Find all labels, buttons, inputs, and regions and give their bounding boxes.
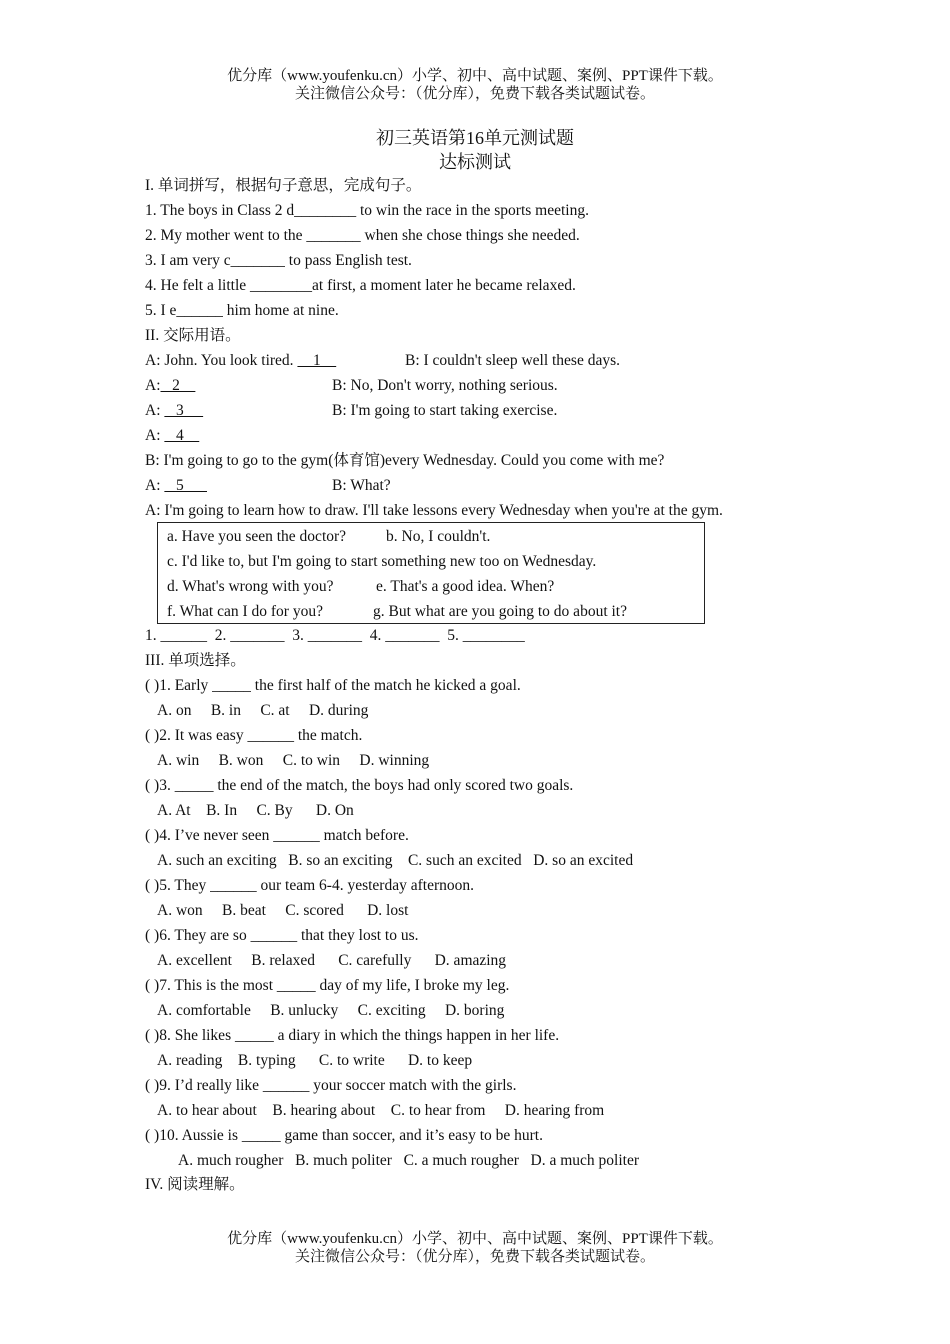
dialog-b-text: B: I couldn't sleep well these days. bbox=[405, 352, 621, 369]
dialog-b-text: B: No, Don't worry, nothing serious. bbox=[332, 377, 558, 394]
section1-item: 1. The boys in Class 2 d________ to win the race in the sports meeting. bbox=[145, 202, 589, 219]
footer-line-1: 优分库（www.youfenku.cn）小学、初中、高中试题、案例、PPT课件下载。 bbox=[227, 1231, 723, 1247]
section1-item: 4. He felt a little ________at first, a moment later he became relaxed. bbox=[145, 277, 576, 294]
dialog-blank-5: 5 bbox=[164, 477, 207, 494]
question: ( )6. They are so ______ that they lost to us. bbox=[145, 927, 419, 944]
option-c: c. I'd like to, but I'm going to start something new too on Wednesday. bbox=[167, 553, 597, 570]
option-e: e. That's a good idea. When? bbox=[376, 578, 555, 595]
question-options-text: A. on B. in C. at D. during bbox=[157, 702, 369, 719]
question-options bbox=[157, 751, 429, 771]
dialog-b-text: B: I'm going to start taking exercise. bbox=[332, 402, 558, 419]
dialog-b-text: B: What? bbox=[332, 477, 391, 494]
page-subtitle: 达标测试 bbox=[439, 152, 511, 172]
section4-heading: IV. 阅读理解。 bbox=[145, 1176, 245, 1193]
page-title: 初三英语第16单元测试题 bbox=[376, 128, 574, 148]
dialog-line-2 bbox=[145, 376, 195, 396]
option-a: a. Have you seen the doctor? bbox=[167, 528, 347, 545]
question-options bbox=[157, 701, 368, 721]
question-options-text: A. much rougher B. much politer C. a much rougher D. a much politer bbox=[178, 1152, 640, 1169]
header-line-2: 关注微信公众号：（优分库），免费下载各类试题试卷。 bbox=[294, 86, 655, 102]
dialog-blank-3: 3 bbox=[164, 402, 204, 419]
question-options-text: A. to hear about B. hearing about C. to hear from D. hearing from bbox=[157, 1102, 605, 1119]
question-options-text: A. win B. won C. to win D. winning bbox=[157, 752, 430, 769]
question-options bbox=[157, 951, 506, 971]
dialog-line-gym: B: I'm going to go to the gym(体育馆)every Wednesday. Could you come with me? bbox=[145, 452, 665, 469]
question-options bbox=[178, 1151, 639, 1171]
option-g: g. But what are you going to do about it? bbox=[373, 603, 627, 620]
dialog-line-5 bbox=[145, 476, 207, 496]
answer-line bbox=[145, 626, 525, 646]
dialog-a-text: A: bbox=[145, 427, 165, 444]
question: ( )10. Aussie is _____ game than soccer, and it’s easy to be hurt. bbox=[145, 1127, 543, 1144]
question: ( )3. _____ the end of the match, the boys had only scored two goals. bbox=[145, 777, 574, 794]
section2-heading: II. 交际用语。 bbox=[145, 327, 241, 344]
options-box bbox=[157, 522, 705, 624]
dialog-blank-4: 4 bbox=[164, 427, 200, 444]
section1-item: 2. My mother went to the _______ when she chose things she needed. bbox=[145, 227, 580, 244]
question-options-text: A. comfortable B. unlucky C. exciting D. boring bbox=[157, 1002, 505, 1019]
question-options bbox=[157, 851, 633, 871]
dialog-blank-2: 2 bbox=[160, 377, 196, 394]
question-options bbox=[157, 1101, 604, 1121]
answer-line-text: 1. ______ 2. _______ 3. _______ 4. _______ 5. ________ bbox=[145, 627, 525, 644]
question: ( )1. Early _____ the first half of the match he kicked a goal. bbox=[145, 677, 521, 694]
question: ( )4. I’ve never seen ______ match before. bbox=[145, 827, 409, 844]
question-options-text: A. reading B. typing C. to write D. to keep bbox=[157, 1052, 473, 1069]
dialog-a-text: A: John. You look tired. bbox=[145, 352, 298, 369]
option-b: b. No, I couldn't. bbox=[386, 528, 491, 545]
question-options bbox=[157, 901, 408, 921]
question-options-text: A. At B. In C. By D. On bbox=[157, 802, 354, 819]
question: ( )5. They ______ our team 6-4. yesterday afternoon. bbox=[145, 877, 474, 894]
footer-line-2: 关注微信公众号：（优分库），免费下载各类试题试卷。 bbox=[294, 1249, 655, 1265]
question-options bbox=[157, 801, 354, 821]
question-options bbox=[157, 1001, 504, 1021]
option-d: d. What's wrong with you? bbox=[167, 578, 334, 595]
question: ( )9. I’d really like ______ your soccer match with the girls. bbox=[145, 1077, 517, 1094]
question: ( )7. This is the most _____ day of my life, I broke my leg. bbox=[145, 977, 510, 994]
dialog-a-text: A: bbox=[145, 377, 161, 394]
section1-item: 3. I am very c_______ to pass English test. bbox=[145, 252, 412, 269]
header-line-1: 优分库（www.youfenku.cn）小学、初中、高中试题、案例、PPT课件下载。 bbox=[227, 68, 723, 84]
question-options-text: A. excellent B. relaxed C. carefully D. amazing bbox=[157, 952, 507, 969]
question: ( )2. It was easy ______ the match. bbox=[145, 727, 363, 744]
dialog-line-3 bbox=[145, 401, 203, 421]
dialog-line-draw: A: I'm going to learn how to draw. I'll take lessons every Wednesday when you're at the gym. bbox=[145, 502, 723, 519]
dialog-line-4 bbox=[145, 426, 199, 446]
section1-heading: I. 单词拼写，根据句子意思，完成句子。 bbox=[145, 177, 422, 194]
section3-heading: III. 单项选择。 bbox=[145, 652, 246, 669]
question-options bbox=[157, 1051, 472, 1071]
option-f: f. What can I do for you? bbox=[167, 603, 323, 620]
question-options-text: A. won B. beat C. scored D. lost bbox=[157, 902, 409, 919]
dialog-a-text: A: bbox=[145, 402, 165, 419]
question: ( )8. She likes _____ a diary in which the things happen in her life. bbox=[145, 1027, 560, 1044]
dialog-a-text: A: bbox=[145, 477, 165, 494]
question-options-text: A. such an exciting B. so an exciting C. such an excited D. so an excited bbox=[157, 852, 634, 869]
dialog-line-1 bbox=[145, 351, 336, 371]
section1-item: 5. I e______ him home at nine. bbox=[145, 302, 339, 319]
dialog-blank-1: 1 bbox=[297, 352, 337, 369]
